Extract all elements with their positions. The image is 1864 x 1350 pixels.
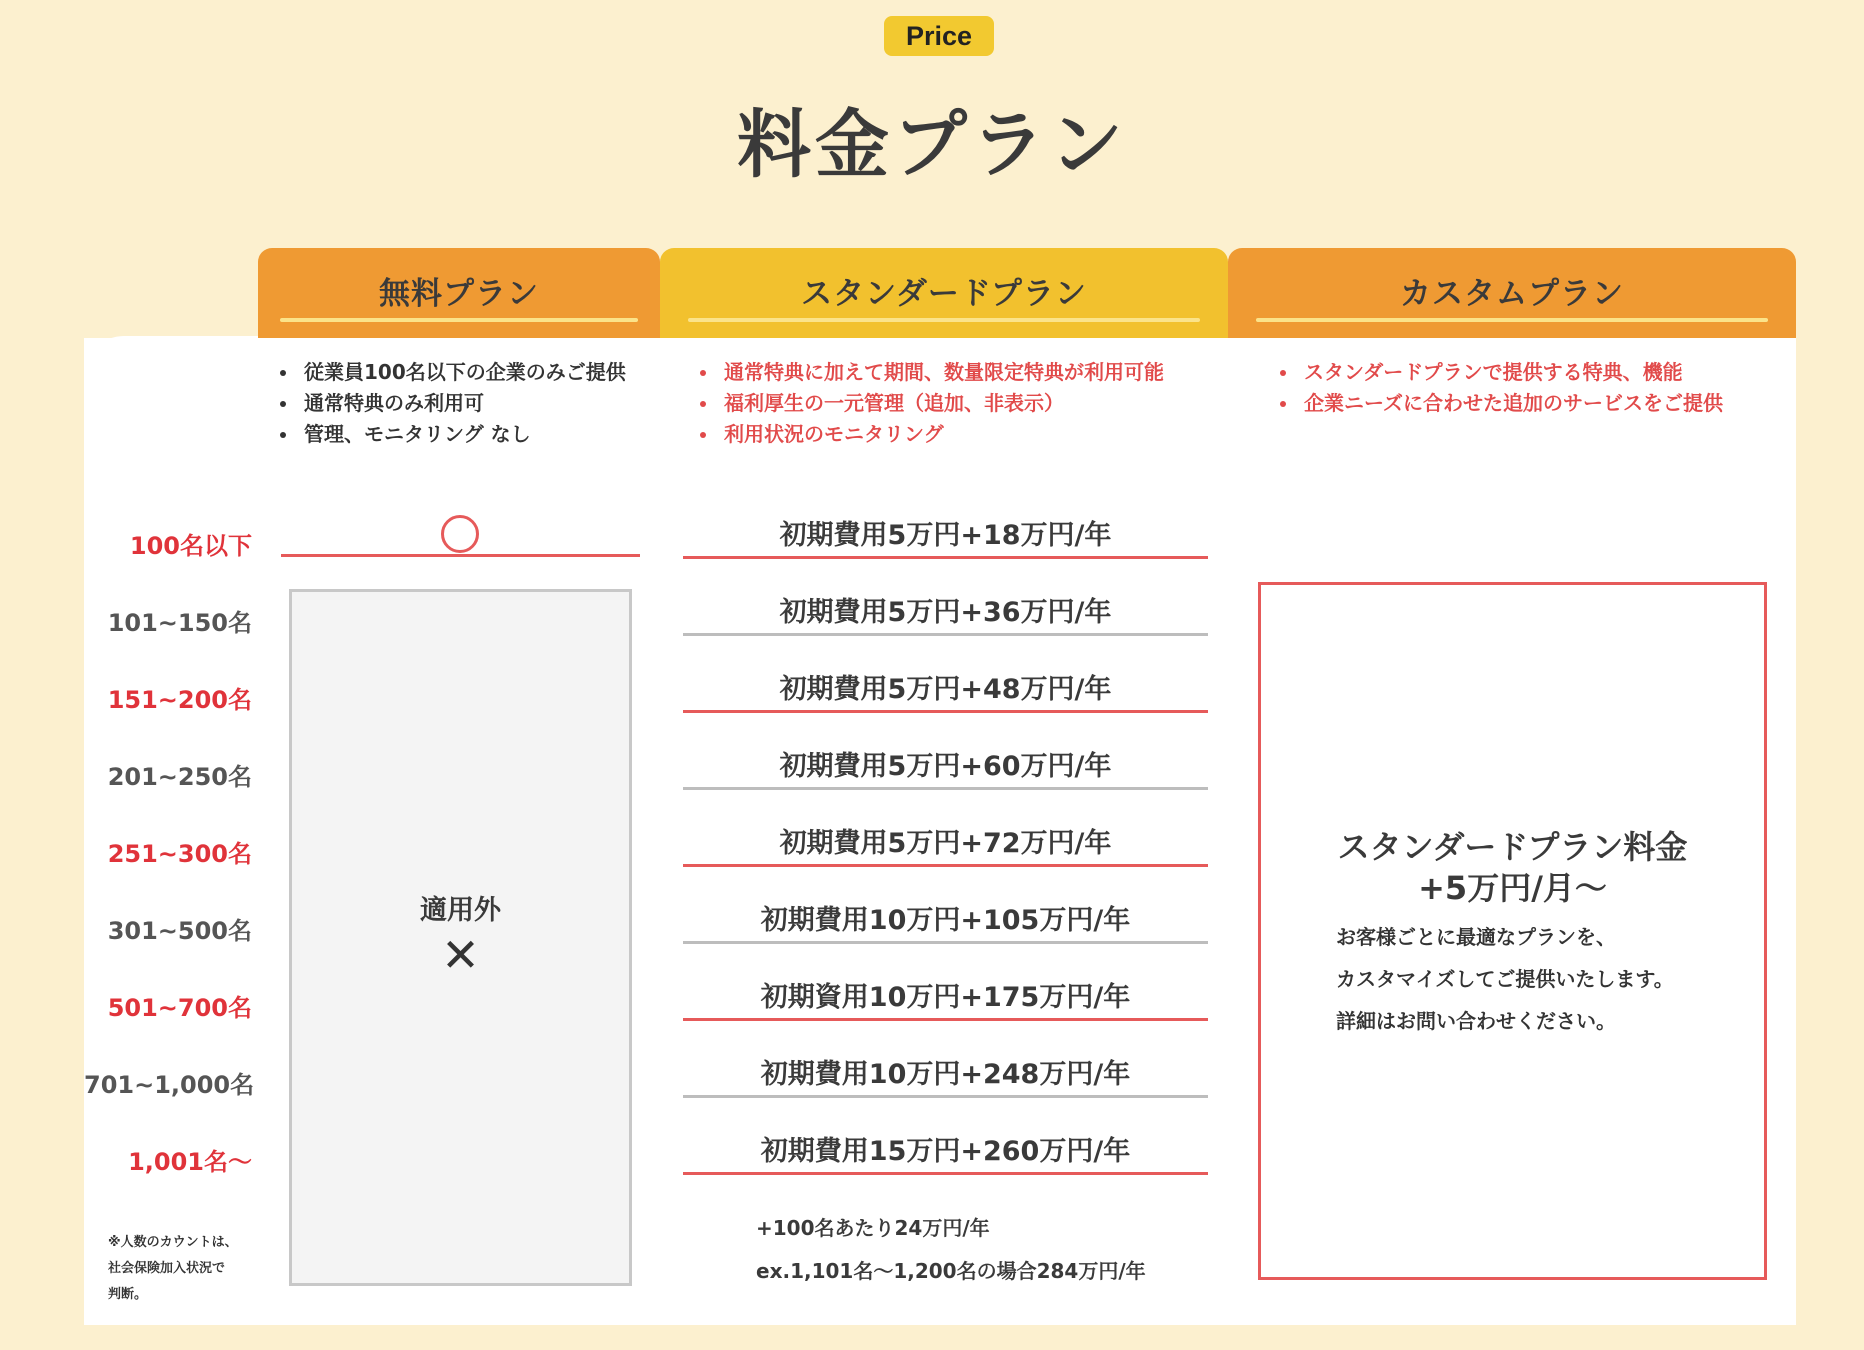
price-text: 初期費用5万円+18万円/年 — [779, 520, 1112, 551]
row-label-employees: 100名以下 — [129, 532, 252, 560]
page-title: 料金プラン — [737, 102, 1127, 188]
custom-description-line: お客様ごとに最適なプランを、 — [1336, 925, 1616, 949]
row-divider — [683, 1172, 1208, 1175]
footnote — [108, 1230, 258, 1308]
price-text: 初期資用10万円+175万円/年 — [760, 982, 1131, 1013]
tab-custom-plan-label: カスタムプラン — [1400, 276, 1624, 312]
custom-price-line: +5万円/月〜 — [1418, 869, 1607, 907]
example-note: ex.1,101名〜1,200名の場合284万円/年 — [756, 1259, 1146, 1283]
price-text: 初期費用10万円+248万円/年 — [760, 1059, 1131, 1090]
price-badge: Price — [884, 16, 994, 56]
row-divider — [683, 1018, 1208, 1021]
row-label-employees: 251~300名 — [107, 840, 252, 868]
standard-price-row — [683, 590, 1208, 636]
standard-price-row — [683, 1129, 1208, 1175]
row-divider — [683, 556, 1208, 559]
standard-price-row — [683, 821, 1208, 867]
tab-free-plan-label: 無料プラン — [379, 276, 539, 312]
custom-price-title — [1258, 827, 1767, 909]
custom-description-line: カスタマイズしてご提供いたします。 — [1336, 967, 1674, 991]
not-applicable-label: 適用外 — [420, 895, 501, 926]
free-plan-features — [276, 357, 626, 450]
feature-item: 利用状況のモニタリング — [696, 419, 1164, 450]
standard-plan-features — [696, 357, 1164, 450]
price-text: 初期費用5万円+72万円/年 — [779, 828, 1112, 859]
feature-item: 従業員100名以下の企業のみご提供 — [276, 357, 626, 388]
row-label-employees: 701~1,000名 — [84, 1071, 255, 1099]
row-label-employees: 1,001名〜 — [128, 1148, 252, 1176]
feature-item: スタンダードプランで提供する特典、機能 — [1276, 357, 1723, 388]
price-text: 初期費用5万円+48万円/年 — [779, 674, 1112, 705]
custom-plan-features — [1276, 357, 1723, 419]
feature-item: 通常特典に加えて期間、数量限定特典が利用可能 — [696, 357, 1164, 388]
price-text: 初期費用5万円+36万円/年 — [779, 597, 1112, 628]
row-divider — [683, 787, 1208, 790]
row-divider — [683, 710, 1208, 713]
cross-icon: ✕ — [441, 928, 480, 982]
row-label-employees: 101~150名 — [107, 609, 252, 637]
custom-description-line: 詳細はお問い合わせください。 — [1336, 1009, 1616, 1033]
price-text: 初期費用15万円+260万円/年 — [760, 1136, 1131, 1167]
available-circle-icon — [441, 515, 479, 553]
tab-standard-plan — [660, 248, 1228, 338]
row-label-employees: 501~700名 — [107, 994, 252, 1022]
standard-price-row — [683, 744, 1208, 790]
standard-price-row — [683, 1052, 1208, 1098]
row-divider — [683, 1095, 1208, 1098]
tab-custom-plan — [1228, 248, 1796, 338]
footnote-line: ※人数のカウントは、 — [108, 1235, 238, 1250]
tab-underline — [1256, 318, 1768, 322]
row-divider — [683, 941, 1208, 944]
tab-underline — [688, 318, 1200, 322]
row-divider — [281, 554, 640, 557]
row-divider — [683, 633, 1208, 636]
footnote-line: 社会保険加入状況で — [108, 1261, 226, 1276]
price-text: 初期費用5万円+60万円/年 — [779, 751, 1112, 782]
row-label-employees: 301~500名 — [107, 917, 252, 945]
row-divider — [683, 864, 1208, 867]
standard-price-row — [683, 513, 1208, 559]
row-label-employees: 151~200名 — [107, 686, 252, 714]
feature-item: 通常特典のみ利用可 — [276, 388, 626, 419]
custom-description — [1336, 916, 1674, 1042]
feature-item: 管理、モニタリング なし — [276, 419, 626, 450]
feature-item: 企業ニーズに合わせた追加のサービスをご提供 — [1276, 388, 1723, 419]
tab-underline — [280, 318, 638, 322]
feature-item: 福利厚生の一元管理（追加、非表示） — [696, 388, 1164, 419]
custom-price-line: スタンダードプラン料金 — [1337, 828, 1688, 866]
per-100-note: +100名あたり24万円/年 — [756, 1216, 990, 1240]
standard-price-row — [683, 667, 1208, 713]
price-text: 初期費用10万円+105万円/年 — [760, 905, 1131, 936]
tab-free-plan — [258, 248, 660, 338]
standard-price-row — [683, 898, 1208, 944]
row-label-employees: 201~250名 — [107, 763, 252, 791]
tab-standard-plan-label: スタンダードプラン — [801, 276, 1087, 312]
footnote-line: 判断。 — [108, 1287, 148, 1302]
standard-price-row — [683, 975, 1208, 1021]
